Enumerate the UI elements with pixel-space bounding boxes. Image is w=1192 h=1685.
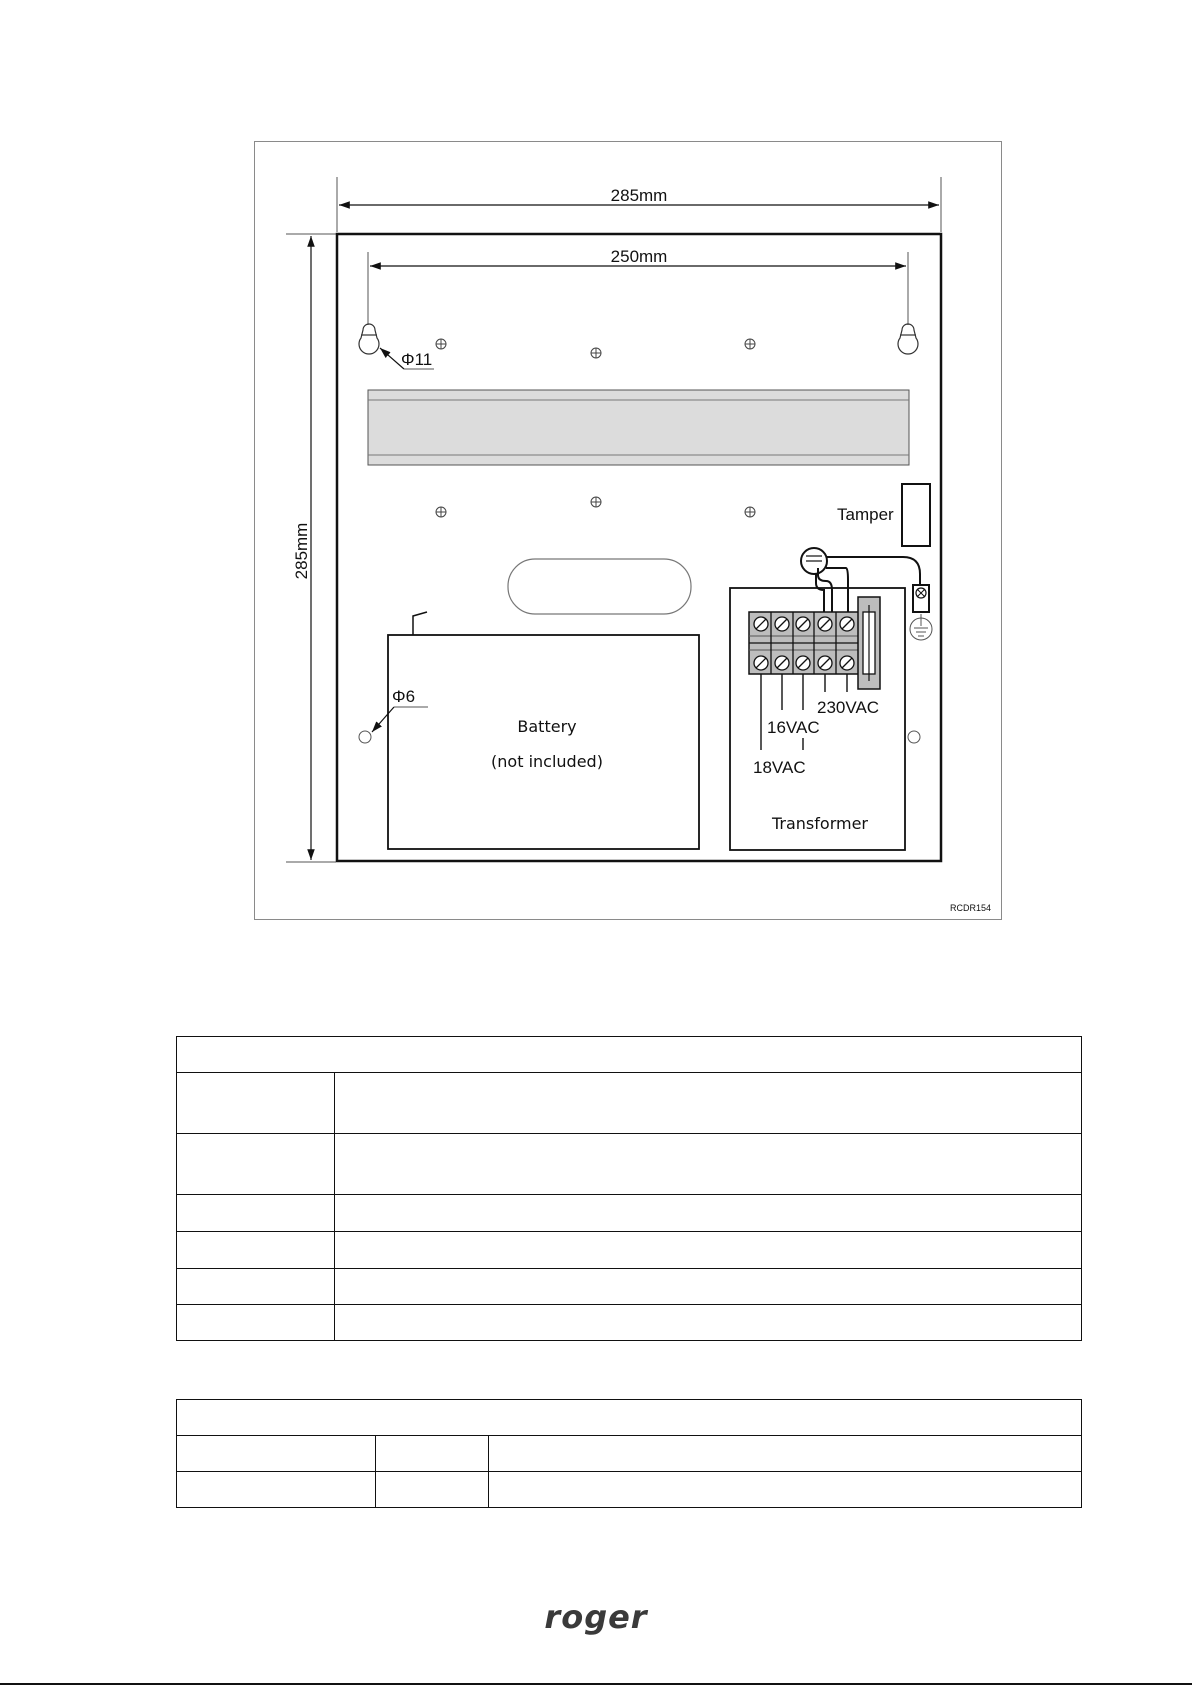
hole-small-callout — [359, 687, 428, 743]
table-row — [177, 1400, 1082, 1436]
spec-table-2 — [176, 1399, 1082, 1508]
battery-label: Battery — [517, 717, 577, 736]
tamper-label: Tamper — [837, 505, 894, 524]
v230-label: 230VAC — [817, 698, 880, 717]
table-row — [177, 1134, 1082, 1195]
table-row — [177, 1037, 1082, 1073]
table-row — [177, 1436, 1082, 1472]
table-row — [177, 1073, 1082, 1134]
width-dimension — [337, 177, 941, 232]
keyhole-right — [898, 324, 918, 354]
mount-hole-right — [908, 731, 920, 743]
hole-spacing-dimension — [368, 247, 908, 325]
terminal-block — [749, 597, 880, 689]
width-label: 285mm — [610, 186, 668, 205]
bottom-rule — [0, 1683, 1192, 1685]
din-rail — [368, 390, 909, 465]
spec-table-1 — [176, 1036, 1082, 1341]
table-row — [177, 1195, 1082, 1232]
keyhole-left — [359, 324, 379, 354]
table-row — [177, 1472, 1082, 1508]
transformer-label: Transformer — [771, 814, 869, 833]
hole-small-label: Φ6 — [392, 687, 416, 706]
tamper-switch — [837, 484, 930, 546]
enclosure-outline — [337, 234, 941, 861]
v18-label: 18VAC — [753, 758, 806, 777]
height-label: 285mm — [292, 522, 311, 580]
roger-logo: roger — [544, 1598, 648, 1636]
v16-label: 16VAC — [767, 718, 820, 737]
table-row — [177, 1269, 1082, 1305]
hole-large-label: Φ11 — [401, 350, 433, 369]
drawing-code: RCDR154 — [950, 903, 992, 913]
hole-large-callout — [380, 348, 434, 369]
height-dimension — [286, 234, 336, 862]
table-row — [177, 1305, 1082, 1341]
battery-box — [388, 612, 699, 849]
cable-opening — [508, 559, 691, 614]
hole-spacing-label: 250mm — [610, 247, 668, 266]
table-row — [177, 1232, 1082, 1269]
battery-note: (not included) — [491, 752, 603, 771]
